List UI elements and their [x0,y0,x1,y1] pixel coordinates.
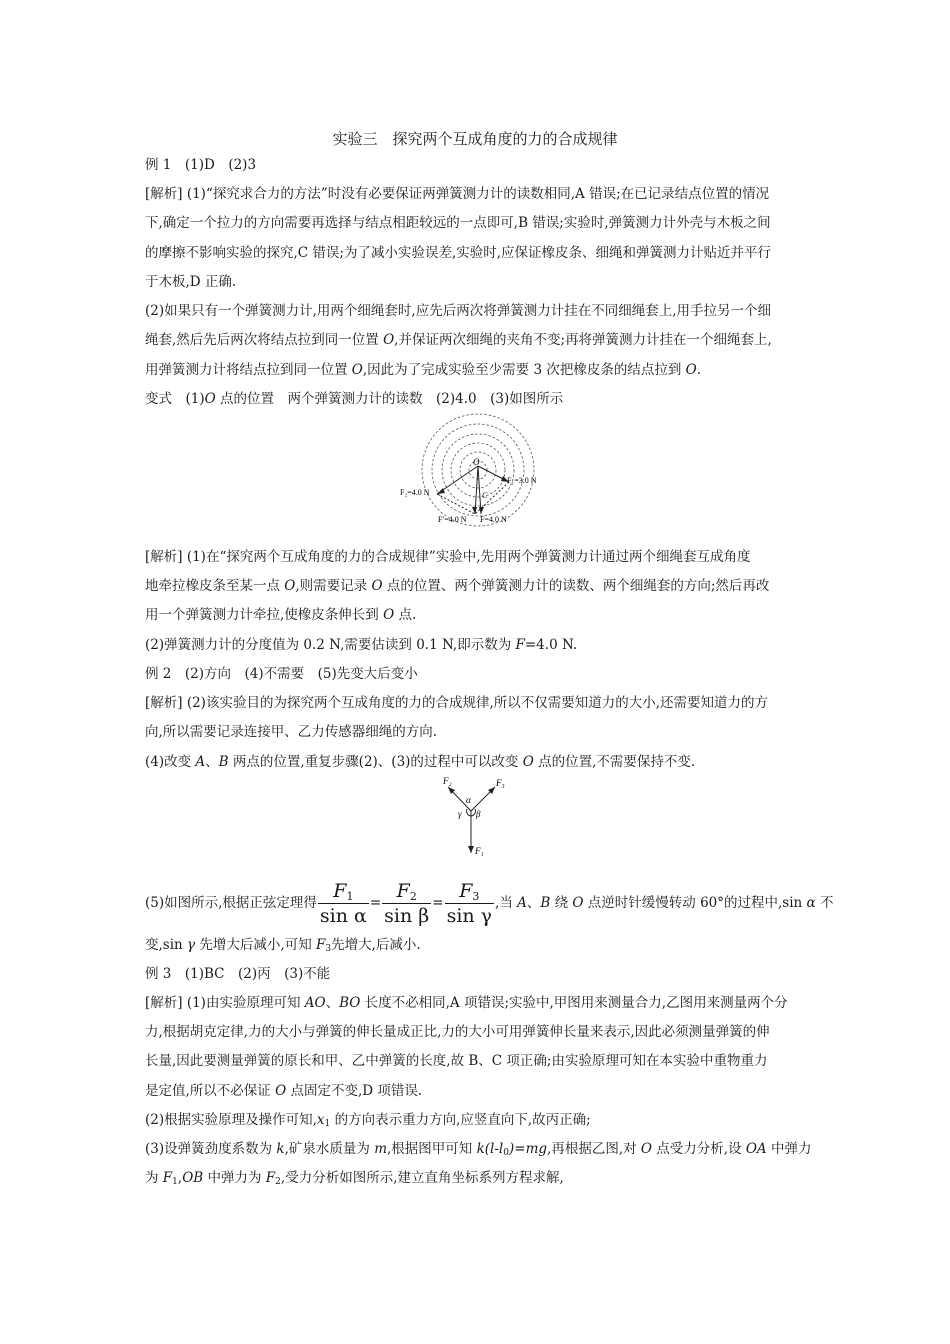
fraction-f3-sin-gamma: $\frac{F_3}{\text{sin γ}}$ [446,880,493,927]
variant-analysis-line-1: [解析] (1)在“探究两个互成角度的力的合成规律”实验中,先用两个弹簧测力计通过两个细绳套互成角度 [145,549,751,565]
fraction-f2-sin-beta: $\frac{F_2}{\text{sin β}}$ [384,880,430,927]
ex3-analysis-line-2: 力,根据胡克定律,力的大小与弹簧的伸长量成正比,力的大小可用弹簧伸长量来表示,因此必须测量弹簧的伸 [145,1024,770,1040]
fraction-f1-sin-alpha: $\frac{F_1}{\text{sin α}}$ [319,880,367,927]
ex3-part3-line-1: (3)设弹簧劲度系数为 k,矿泉水质量为 m,根据图甲可知 $k(l-l_0)=mg$,再根据乙图,对 O 点受力分析,设 OA 中弹力 [145,1141,812,1158]
ex2-analysis-line-1: [解析] (2)该实验目的为探究两个互成角度的力的合成规律,所以不仅需要知道力的大小,还需要知道力的方 [145,695,769,711]
label-f2: F₂ [443,776,452,786]
variant-part2: (2)弹簧测力计的分度值为 0.2 N,需要估读到 0.1 N,即示数为 F=4.0 N. [145,637,578,653]
ex2-part4: (4)改变 A、B 两点的位置,重复步骤(2)、(3)的过程中可以改变 O 点的位置,不需要保持不变. [145,754,696,770]
ex3-analysis-line-3: 长量,因此要测量弹簧的原长和甲、乙中弹簧的长度,故 B、C 项正确;由实验原理可知在本实验中重物重力 [145,1053,768,1069]
ex1-analysis-line-1: [解析] (1)“探究求合力的方法”时没有必要保证两弹簧测力计的读数相同,A 错误;在已记录结点位置的情况 [145,186,770,202]
ex2-part5-line-2: 变,sin γ 先增大后减小,可知 $F_3$先增大,后减小. [145,937,421,954]
ex2-force-figure [435,773,515,863]
ex2-part5-line-1: (5)如图所示,根据正弦定理得 $\frac{F_1}{\text{sin α}}$ = $\frac{F_2}{\text{sin β}}$ = $\frac{F_3}{\text{sin γ}}$ ,当 A、B 绕 O 点逆时针缓慢转动 60°的过程中,sin α 不 [145,880,834,927]
ex3-analysis-line-4: 是定值,所以不必保证 O 点固定不变,D 项错误. [145,1083,423,1099]
label-c: C [482,491,488,500]
example-1-answer: 例 1 (1)D (2)3 [145,157,257,173]
label-f2: F₂=4.0 N [400,488,430,497]
ex3-analysis-line-1: [解析] (1)由实验原理可知 AO、BO 长度不必相同,A 项错误;实验中,甲图用来测量合力,乙图用来测量两个分 [145,995,788,1011]
ex1-part2-line-2: 绳套,然后先后两次将结点拉到同一位置 O,并保证两次细绳的夹角不变;再将弹簧测力计挂在一个细绳套上, [145,332,772,348]
example-2-answer: 例 2 (2)方向 (4)不需要 (5)先变大后变小 [145,666,418,682]
ex1-part2-line-1: (2)如果只有一个弹簧测力计,用两个细绳套时,应先后两次将弹簧测力计挂在不同细绳套上,用手拉另一个细 [145,303,771,319]
variant-analysis-line-2: 地牵拉橡皮条至某一点 O,则需要记录 O 点的位置、两个弹簧测力计的读数、两个细绳套的方向;然后再改 [145,578,770,594]
label-alpha: α [466,795,471,805]
label-f3: F₃ [496,778,505,788]
ex1-part2-line-3: 用弹簧测力计将结点拉到同一位置 O,因此为了完成实验至少需要 3 次把橡皮条的结点拉到 O. [145,362,702,378]
label-f: F=4.0 N [480,515,507,524]
page-title: 实验三 探究两个互成角度的力的合成规律 [332,130,618,148]
ex1-analysis-line-4: 于木板,D 正确. [145,274,237,290]
ex3-part3-line-2: 为 $F_1,OB$ 中弹力为 $F_2$,受力分析如图所示,建立直角坐标系列方程求解, [145,1170,564,1187]
ex3-part2: (2)根据实验原理及操作可知$,x_1$ 的方向表示重力方向,应竖直向下,故丙正确; [145,1112,591,1129]
example-3-answer: 例 3 (1)BC (2)丙 (3)不能 [145,966,331,982]
ex1-analysis-line-2: 下,确定一个拉力的方向需要再选择与结点相距较远的一点即可,B 错误;实验时,弹簧测力计外壳与木板之间 [145,215,771,231]
variant-answer: 变式 (1)O 点的位置 两个弹簧测力计的读数 (2)4.0 (3)如图所示 [145,391,564,407]
label-f-prime: F′=4.0 N [438,515,467,524]
label-gamma: γ [458,809,462,819]
ex2-analysis-line-2: 向,所以需要记录连接甲、乙力传感器细绳的方向. [145,724,438,740]
variant-analysis-line-3: 用一个弹簧测力计牵拉,使橡皮条伸长到 O 点. [145,607,417,623]
label-f1: F₁=3.0 N [507,476,537,485]
label-beta: β [476,809,481,819]
variant-force-figure [395,418,560,530]
ex1-analysis-line-3: 的摩擦不影响实验的探究,C 错误;为了减小实验误差,实验时,应保证橡皮条、细绳和弹簧测力计贴近并平行 [145,245,772,261]
label-o: O [473,457,480,467]
label-f1: F₁ [475,846,484,856]
